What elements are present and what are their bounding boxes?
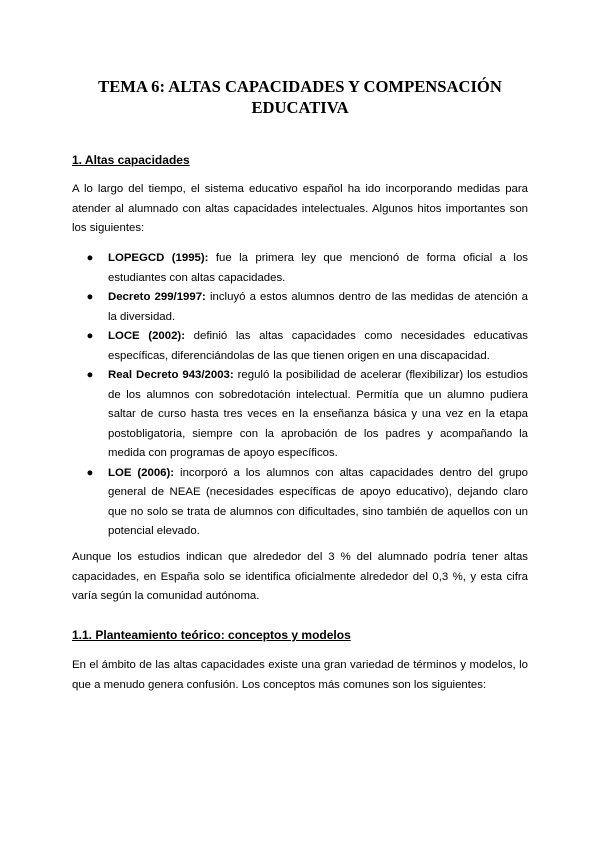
list-item xyxy=(72,366,528,464)
list-item-text: fue la primera ley que mencionó de forma oficial a los estudiantes con altas capacidades. xyxy=(108,252,528,284)
bullet-marker: ● xyxy=(86,369,94,381)
prevalence-paragraph: Aunque los estudios indican que alrededor del 3 % del alumnado podría tener altas capacidades, en España solo se identifica oficialmente alrededor del 0,3 %, y esta cifra varía según la comunidad autónoma. xyxy=(72,551,528,602)
document-title xyxy=(60,76,540,118)
list-item xyxy=(72,288,528,327)
section-intro-paragraph: A lo largo del tiempo, el sistema educativo español ha ido incorporando medidas para atender al alumnado con altas capacidades intelectuales. Algunos hitos importantes son los siguientes: xyxy=(72,183,528,234)
title-line-2: EDUCATIVA xyxy=(251,98,349,117)
list-item-text: definió las altas capacidades como necesidades educativas específicas, diferenciándolas de las que tienen origen en una discapacidad. xyxy=(108,330,528,362)
list-item-label: Real Decreto 943/2003: xyxy=(108,369,234,381)
subsection-heading-planteamiento: 1.1. Planteamiento teórico: conceptos y modelos xyxy=(72,628,351,642)
list-item-text: incluyó a estos alumnos dentro de las medidas de atención a la diversidad. xyxy=(108,291,528,323)
list-item-label: Decreto 299/1997: xyxy=(108,291,206,303)
bullet-marker: ● xyxy=(86,291,94,303)
list-item xyxy=(72,249,528,288)
list-item-label: LOPEGCD (1995): xyxy=(108,252,209,264)
list-item xyxy=(72,327,528,366)
list-item xyxy=(72,464,528,542)
list-item-text: incorporó a los alumnos con altas capacidades dentro del grupo general de NEAE (necesidades específicas de apoyo educativo), dejando claro que no solo se trata de alumnos con dificultades, sino también de aquellos con un potencial elevado. xyxy=(108,466,528,537)
subsection-intro-paragraph: En el ámbito de las altas capacidades existe una gran variedad de términos y modelos, lo que a menudo genera confusión. Los conceptos más comunes son los siguientes: xyxy=(72,659,528,691)
title-line-1: TEMA 6: ALTAS CAPACIDADES Y COMPENSACIÓN xyxy=(98,77,502,96)
section-heading-altas-capacidades: 1. Altas capacidades xyxy=(72,153,190,167)
list-item-label: LOE (2006): xyxy=(108,466,175,479)
bullet-marker: ● xyxy=(86,252,94,264)
milestones-list xyxy=(72,249,528,542)
bullet-marker: ● xyxy=(86,466,94,479)
bullet-marker: ● xyxy=(86,330,94,342)
list-item-label: LOCE (2002): xyxy=(108,330,186,342)
list-item-text: reguló la posibilidad de acelerar (flexibilizar) los estudios de los alumnos con sobredotación intelectual. Permitía que un alumno pudiera saltar de curso hasta tres veces en la enseñanza básica y una vez en la etapa postobligatoria, siempre con la aprobación de los padres y acompañando la medida con programas de apoyo específicos. xyxy=(108,369,528,459)
